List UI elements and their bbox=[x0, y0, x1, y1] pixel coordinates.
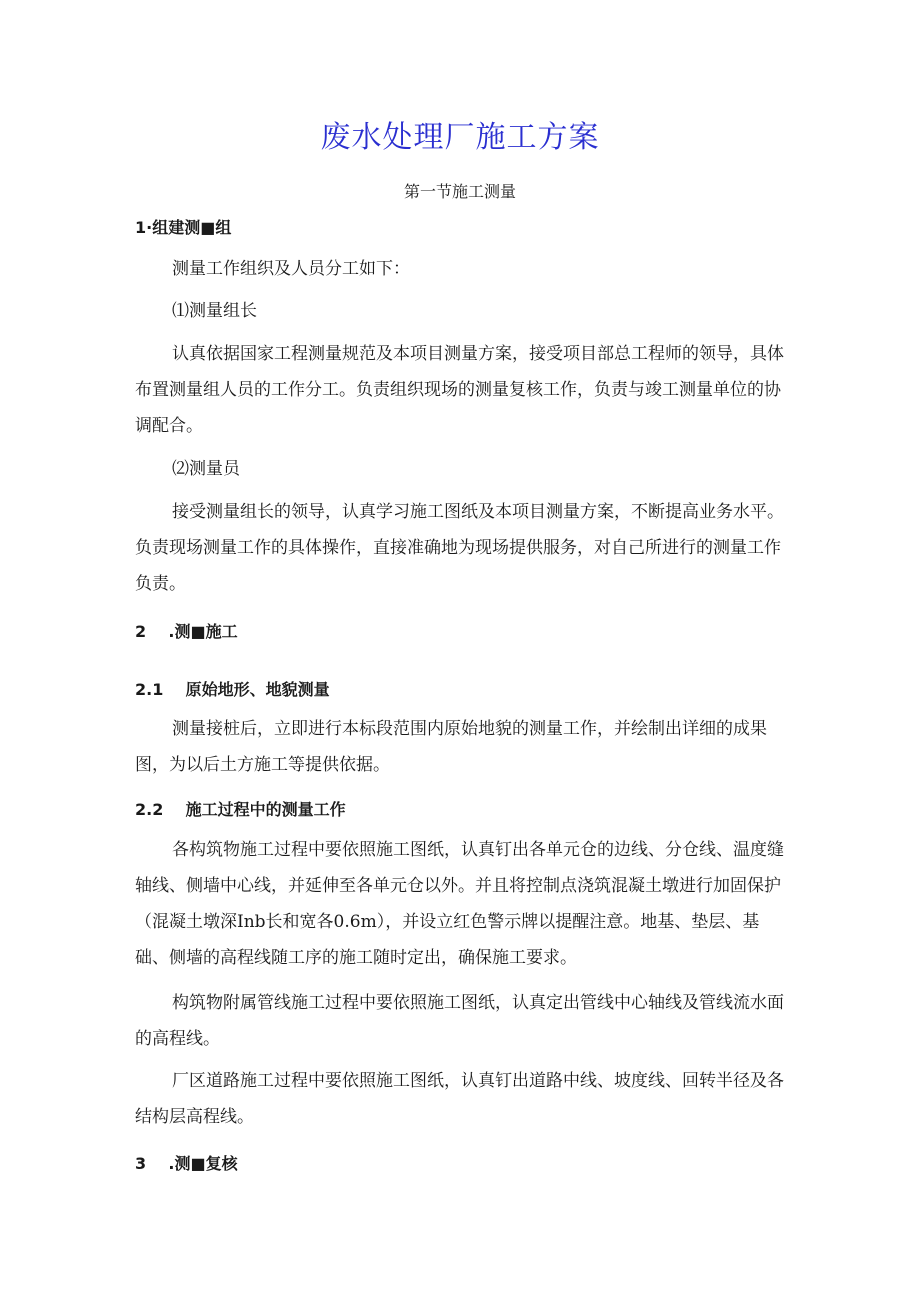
item-2-text: 接受测量组长的领导，认真学习施工图纸及本项目测量方案，不断提高业务水平。负责现场测量工作的具体操作，直接准确地为现场提供服务，对自己所进行的测量工作负责。 bbox=[135, 502, 784, 594]
section-title: 第一节施工测量 bbox=[403, 182, 516, 201]
paragraph-2-2b: 构筑物附属管线施工过程中要依照施工图纸，认真定出管线中心轴线及管线流水面的高程线。 bbox=[135, 993, 784, 1049]
item-2-label: ⑵测量员 bbox=[172, 459, 240, 479]
heading-2-2: 2.2 施工过程中的测量工作 bbox=[135, 800, 346, 819]
page-title: 废水处理厂施工方案 bbox=[320, 120, 600, 155]
paragraph-2-2a: 各构筑物施工过程中要依照施工图纸，认真钉出各单元仓的边线、分仓线、温度缝轴线、侧墙中心线，并延伸至各单元仓以外。并且将控制点浇筑混凝土墩进行加固保护（混凝土墩深Inb长和宽各0.6m），并设立红色警示牌以提醒注意。地基、垫层、基础、侧墙的高程线随工序的施工随时定出，确保施工要求。 bbox=[135, 840, 784, 968]
heading-1: 1·组建测■组 bbox=[135, 218, 232, 237]
heading-3: 3 .测■复核 bbox=[135, 1154, 238, 1173]
heading-2-1: 2.1 原始地形、地貌测量 bbox=[135, 680, 330, 699]
item-1-text: 认真依据国家工程测量规范及本项目测量方案，接受项目部总工程师的领导，具体布置测量组人员的工作分工。负责组织现场的测量复核工作，负责与竣工测量单位的协调配合。 bbox=[135, 344, 784, 436]
paragraph-2-2c: 厂区道路施工过程中要依照施工图纸，认真钉出道路中线、坡度线、回转半径及各结构层高程线。 bbox=[135, 1071, 784, 1127]
paragraph-2-1: 测量接桩后，立即进行本标段范围内原始地貌的测量工作，并绘制出详细的成果图，为以后土方施工等提供依据。 bbox=[135, 719, 767, 775]
paragraph-intro: 测量工作组织及人员分工如下： bbox=[172, 259, 410, 279]
item-1-label: ⑴测量组长 bbox=[172, 301, 257, 321]
heading-2: 2 .测■施工 bbox=[135, 622, 238, 641]
